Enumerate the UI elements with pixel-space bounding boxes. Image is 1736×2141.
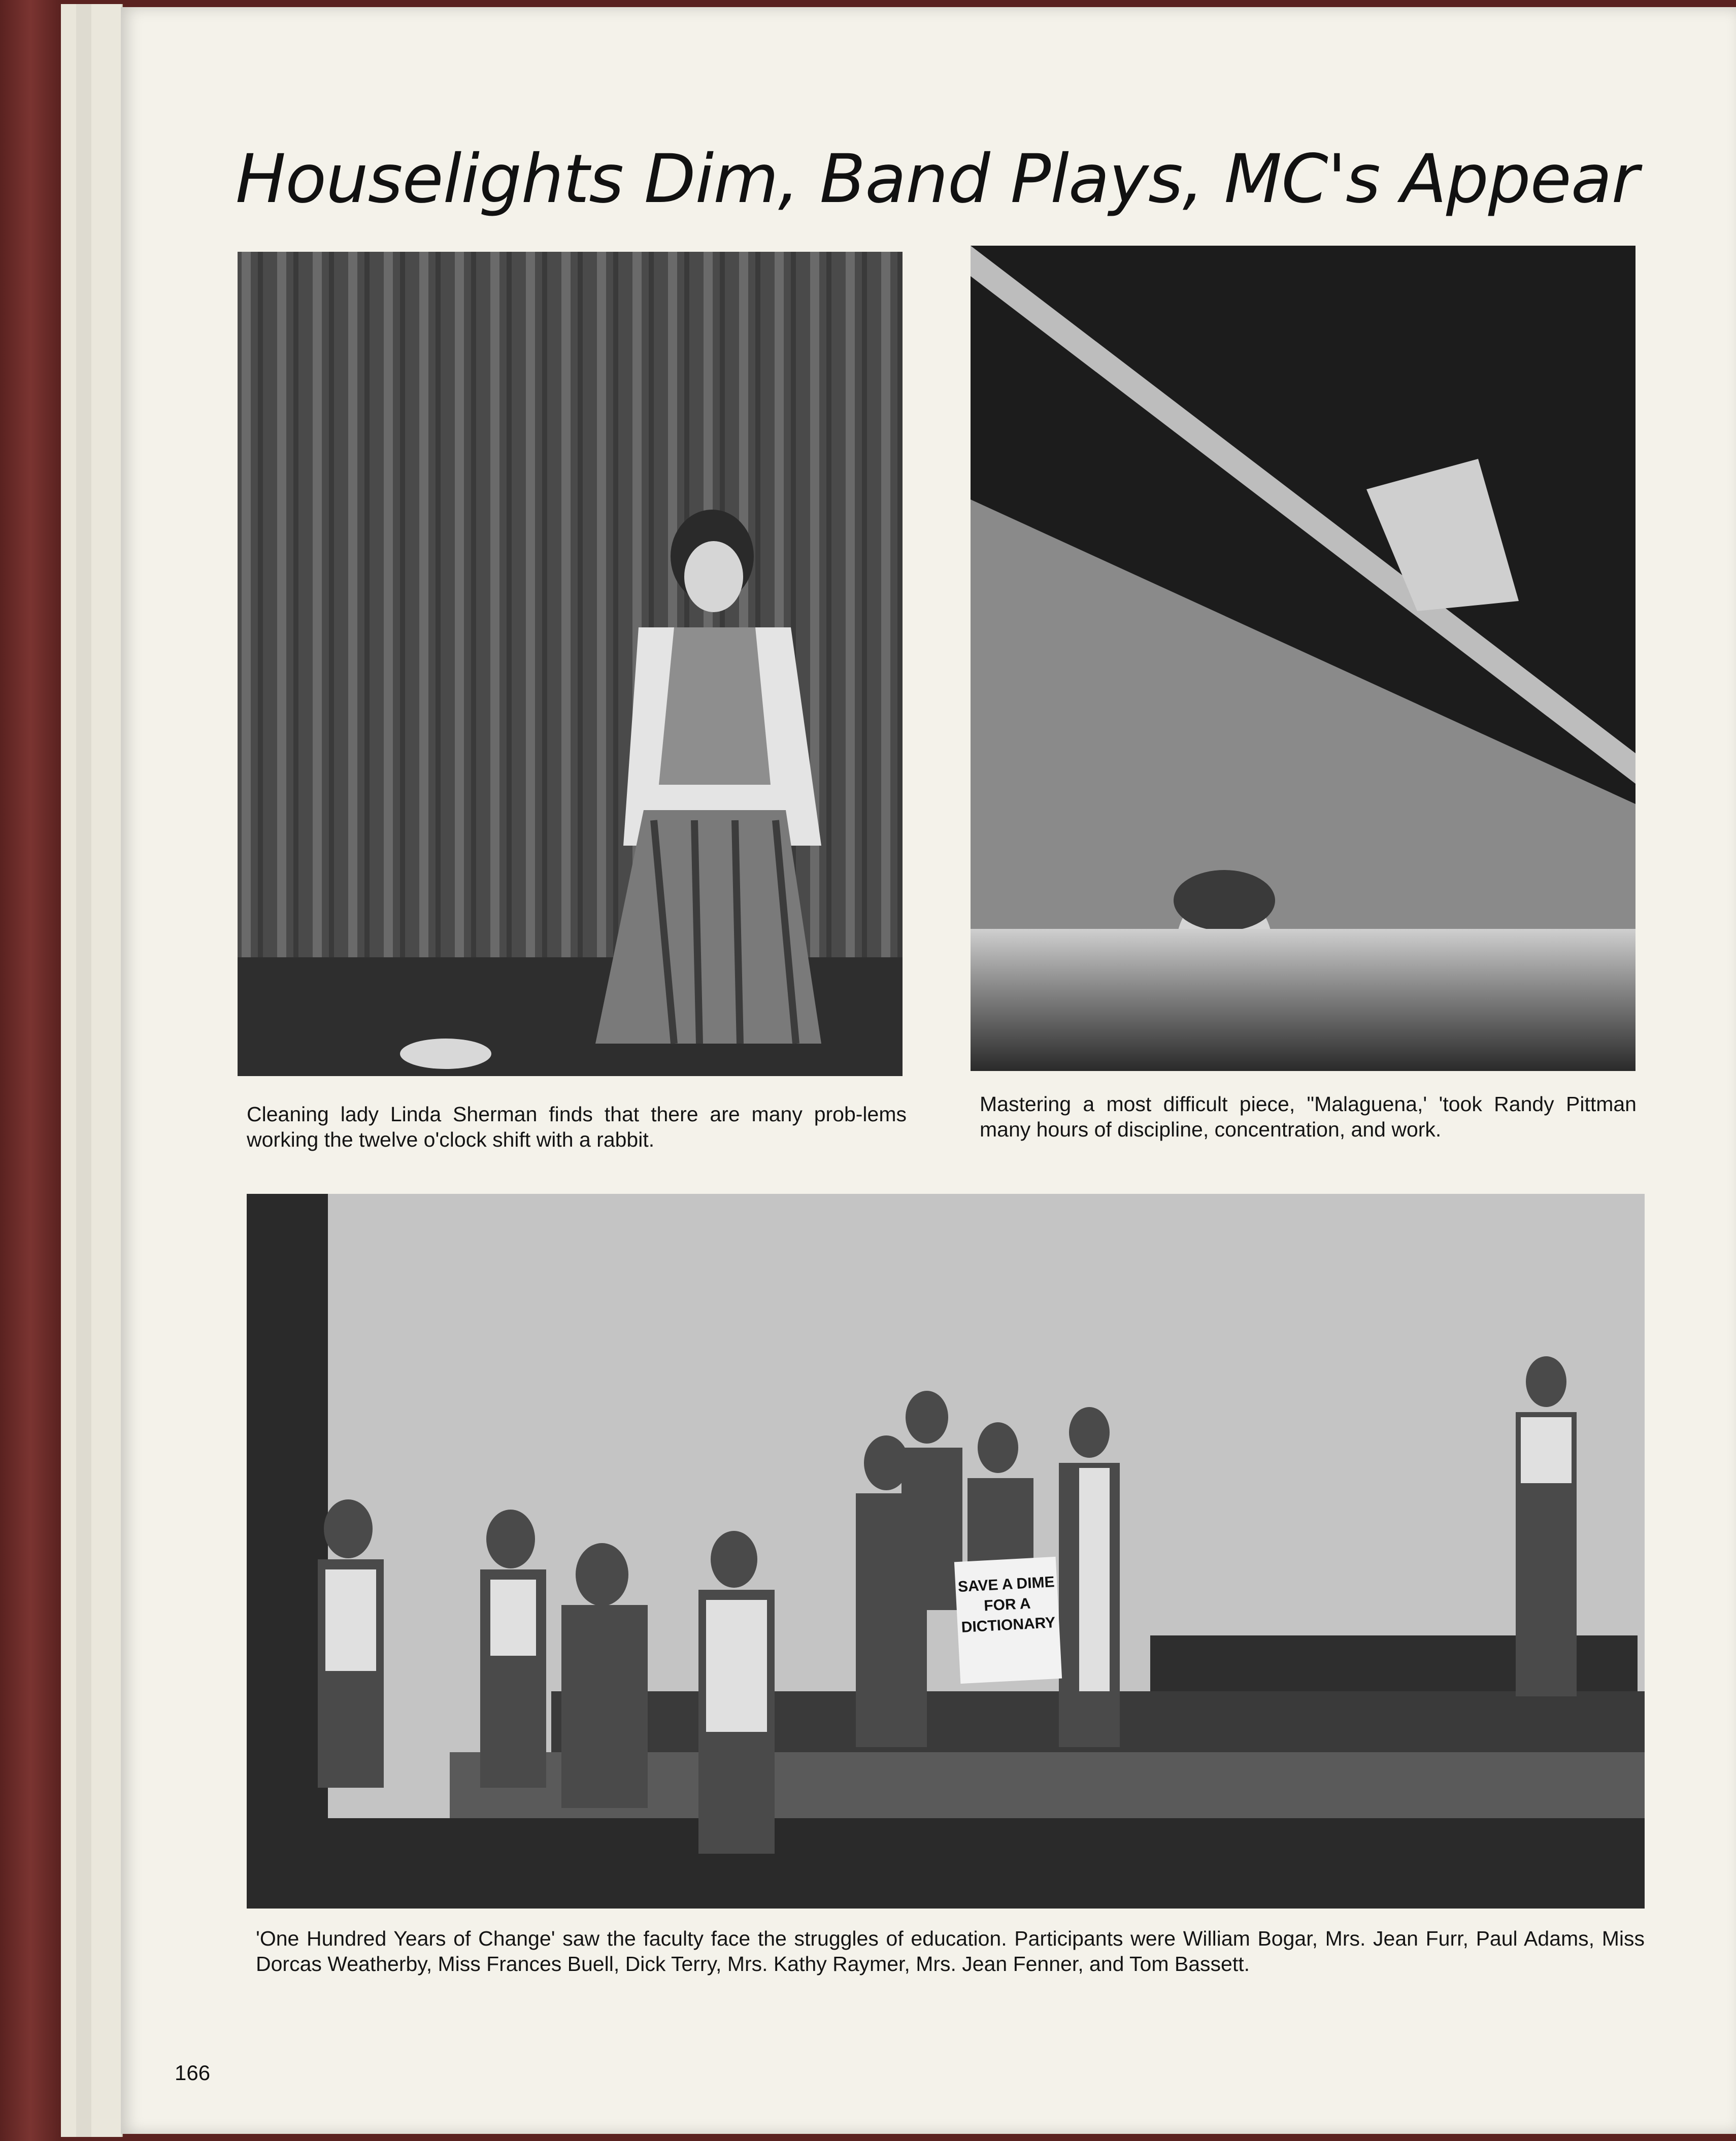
page-stack (91, 4, 123, 2137)
piano-keyboard (971, 929, 1635, 1071)
faculty-skit-caption: 'One Hundred Years of Change' saw the faculty face the struggles of education. Participants were William Bogar, Mrs. Jean Furr, Paul Adams, Miss Dorcas Weatherby, Miss Frances Buell, Dick Terry, Mrs. Kathy Raymer, Mrs. Jean Fenner, and Tom Bassett. (256, 1927, 1645, 1976)
page-headline: Houselights Dim, Band Plays, MC's Appear (236, 140, 1639, 218)
pianist-photo (971, 246, 1635, 1071)
pianist-caption: Mastering a most difficult piece, "Malaguena,' 'took Randy Pittman many hours of discipline, concentration, and work. (980, 1092, 1637, 1141)
dictionary-sign: SAVE A DIME FOR A DICTIONARY (954, 1557, 1062, 1684)
cleaning-lady-caption: Cleaning lady Linda Sherman finds that there are many prob-lems working the twelve o'clock shift with a rabbit. (247, 1102, 907, 1151)
cleaning-lady-photo (238, 252, 903, 1076)
faculty-skit-photo (247, 1194, 1645, 1909)
page-number: 166 (175, 2061, 211, 2085)
